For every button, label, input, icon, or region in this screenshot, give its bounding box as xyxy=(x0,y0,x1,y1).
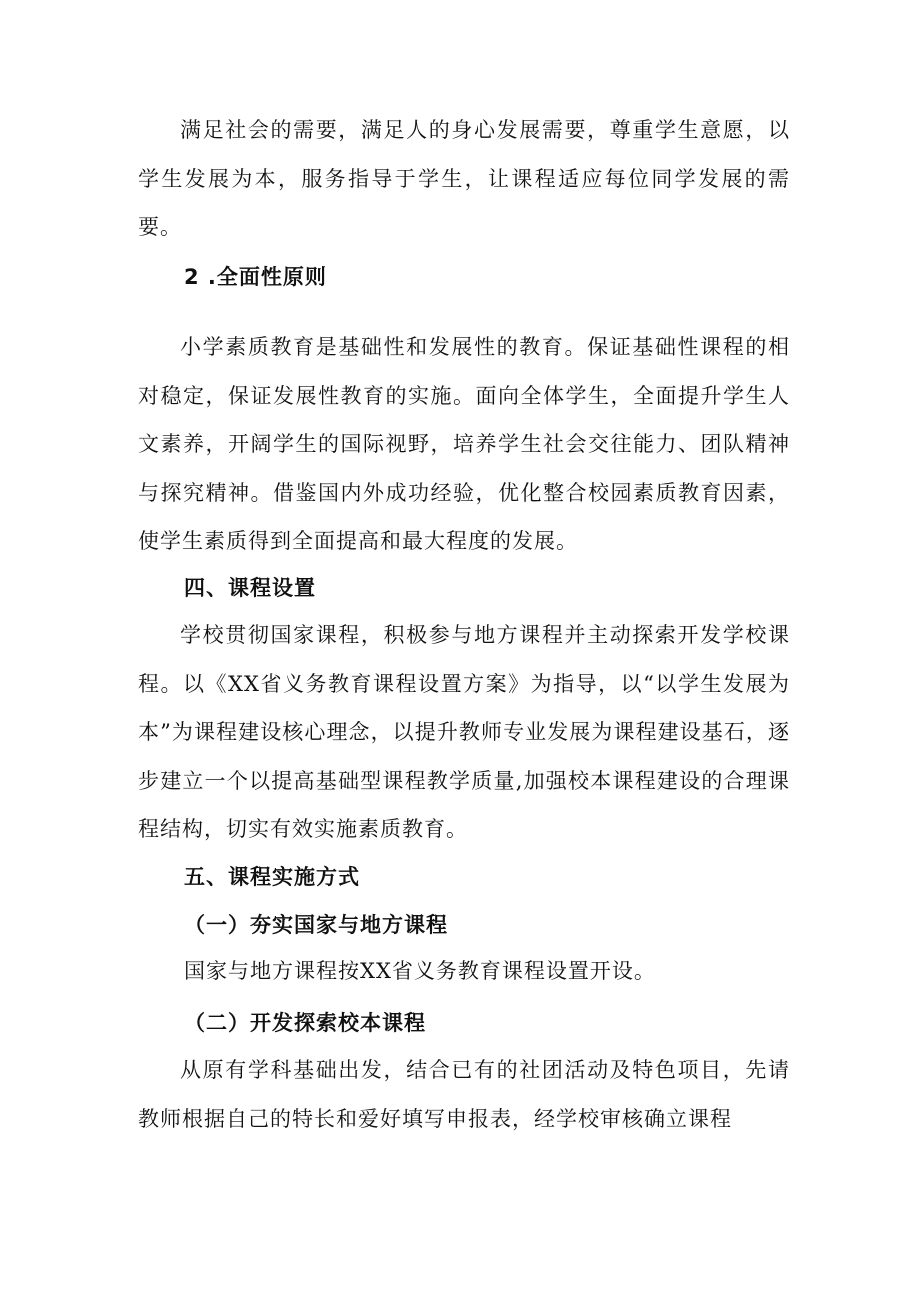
heading-school-based-courses: （二）开发探索校本课程 xyxy=(184,1011,426,1035)
paragraph-quality-education: 小学素质教育是基础性和发展性的教育。保证基础性课程的相对稳定，保证发展性教育的实施。面向全体学生，全面提升学生人文素养，开阔学生的国际视野，培养学生社会交往能力、团队精神与探究精神。借鉴国内外成功经验，优化整合校园素质教育因素，使学生素质得到全面提高和最大程度的发展。 xyxy=(138,335,790,553)
heading-national-local-courses: （一）夯实国家与地方课程 xyxy=(184,913,448,937)
heading-comprehensive-principle: 2 .全面性原则 xyxy=(184,265,327,289)
paragraph-course-setting: 学校贯彻国家课程，积极参与地方课程并主动探索开发学校课程。以《XX省义务教育课程设置方案》为指导，以“以学生发展为本”为课程建设核心理念，以提升教师专业发展为课程建设基石，逐步建立一个以提高基础型课程教学质量,加强校本课程建设的合理课程结构，切实有效实施素质教育。 xyxy=(138,623,790,841)
heading-course-setting: 四、课程设置 xyxy=(184,576,316,600)
heading-implementation: 五、课程实施方式 xyxy=(184,865,360,889)
paragraph-national-local-courses: 国家与地方课程按XX省义务教育课程设置开设。 xyxy=(184,959,656,983)
paragraph-student-needs: 满足社会的需要，满足人的身心发展需要，尊重学生意愿，以学生发展为本，服务指导于学生，让课程适应每位同学发展的需要。 xyxy=(138,118,790,239)
paragraph-school-based-courses: 从原有学科基础出发，结合已有的社团活动及特色项目，先请教师根据自己的特长和爱好填写申报表，经学校审核确立课程 xyxy=(138,1058,790,1131)
